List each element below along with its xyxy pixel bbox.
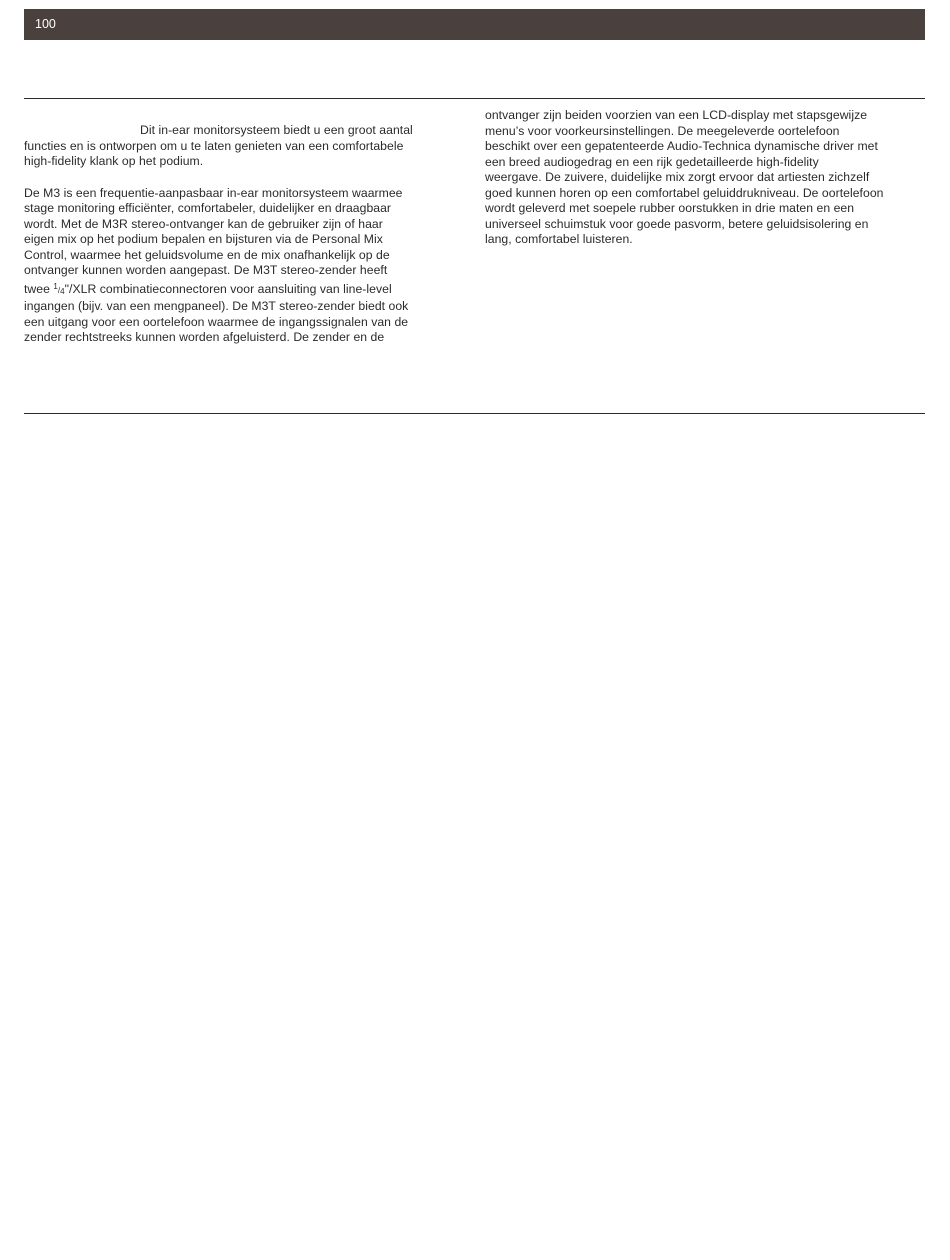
fraction-line (24, 279, 464, 300)
page-number: 100 (35, 17, 56, 31)
fraction-numerator: 1 (53, 281, 58, 291)
right-text-column (485, 108, 927, 248)
body-line: weergave. De zuivere, duidelijke mix zorgt ervoor dat artiesten zichzelf (485, 170, 870, 184)
body-line: wordt geleverd met soepele rubber oorstukken in drie maten en een (485, 201, 855, 215)
body-line: universeel schuimstuk voor goede pasvorm, betere geluidsisolering en (485, 216, 869, 231)
fraction-denominator: 4 (60, 286, 65, 296)
body-line: zender rechtstreeks kunnen worden afgeluisterd. De zender en de (24, 330, 385, 344)
body-line: wordt. Met de M3R stereo-ontvanger kan de gebruiker zijn of haar (24, 216, 383, 231)
body-line: ontvanger zijn beiden voorzien van een LCD-display met stapsgewijze (485, 108, 868, 122)
left-text-column (24, 123, 464, 346)
body-line: Control, waarmee het geluidsvolume en de mix onafhankelijk op de (24, 247, 390, 262)
body-line: ontvanger kunnen worden aangepast. De M3T stereo-zender heeft (24, 263, 388, 277)
top-divider (24, 98, 925, 99)
paragraph-gap (24, 170, 464, 186)
body-line: goed kunnen horen op een comfortabel geluiddrukniveau. De oortelefoon (485, 185, 884, 200)
page-header-bar (24, 9, 925, 40)
body-line: ingangen (bijv. van een mengpaneel). De M3T stereo-zender biedt ook (24, 299, 409, 313)
body-line: een uitgang voor een oortelefoon waarmee de ingangssignalen van de (24, 314, 409, 329)
body-line: stage monitoring efficiënter, comfortabeler, duidelijker en draagbaar (24, 201, 392, 215)
body-line: beschikt over een gepatenteerde Audio-Technica dynamische driver met (485, 139, 878, 153)
fraction-line-before: twee (24, 281, 54, 296)
intro-line: Dit in-ear monitorsysteem biedt u een groot aantal (140, 123, 413, 137)
body-line: lang, comfortabel luisteren. (485, 232, 633, 246)
body-line: eigen mix op het podium bepalen en bijsturen via de Personal Mix (24, 232, 383, 246)
fraction-line-after: "/XLR combinatieconnectoren voor aansluiting van line-level (64, 281, 392, 296)
intro-line: functies en is ontworpen om u te laten genieten van een comfortabele (24, 138, 404, 153)
body-line: De M3 is een frequentie-aanpasbaar in-ear monitorsysteem waarmee (24, 185, 403, 200)
intro-line: high-fidelity klank op het podium. (24, 154, 204, 168)
fraction-slash: / (57, 285, 61, 295)
body-line: een breed audiogedrag en een rijk gedetailleerde high-fidelity (485, 154, 819, 169)
bottom-divider (24, 413, 925, 414)
body-line: menu’s voor voorkeursinstellingen. De meegeleverde oortelefoon (485, 123, 840, 138)
